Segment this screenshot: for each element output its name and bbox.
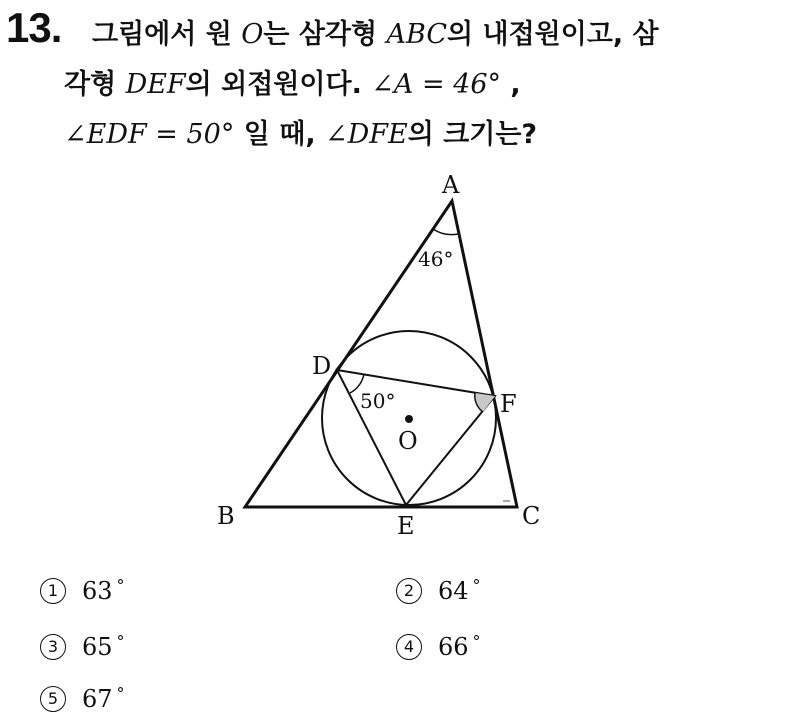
math-triangle-def: DEF <box>125 69 186 100</box>
choice-2[interactable] <box>396 576 481 605</box>
choice-marker: 3 <box>40 634 66 660</box>
label-f: F <box>500 390 517 418</box>
choice-value: 67 <box>82 685 113 713</box>
label-a: A <box>442 171 460 199</box>
math-angle-a: ∠A = 46° <box>371 69 502 100</box>
text: 의 외접원이다. <box>185 69 372 100</box>
choice-marker: 1 <box>40 578 66 604</box>
label-o: O <box>398 427 418 455</box>
choice-4[interactable] <box>396 632 481 661</box>
center-point-o <box>405 415 413 423</box>
degree-symbol: ° <box>116 684 125 703</box>
choice-5[interactable] <box>40 684 125 713</box>
label-e: E <box>397 512 415 540</box>
degree-symbol: ° <box>472 632 481 651</box>
choice-value: 65 <box>82 633 113 661</box>
degree-symbol: ° <box>472 576 481 595</box>
math-angle-edf: ∠EDF = 50° <box>64 119 235 150</box>
angle-f-shade <box>475 393 495 412</box>
label-d: D <box>312 352 332 380</box>
math-triangle-abc: ABC <box>386 19 447 50</box>
angle-a-label: 46° <box>418 247 454 271</box>
label-c: C <box>522 502 541 530</box>
math-angle-dfe: ∠DFE <box>324 119 408 150</box>
question-number: 13. <box>6 4 62 51</box>
degree-symbol: ° <box>116 632 125 651</box>
text: 각형 <box>64 69 126 100</box>
text: 그림에서 원 <box>92 19 242 50</box>
choice-1[interactable] <box>40 576 125 605</box>
triangle-abc <box>245 201 517 507</box>
math-circle-o: O <box>241 19 264 50</box>
text: 의 내접원이고, 삼 <box>447 19 659 50</box>
choice-marker: 4 <box>396 634 422 660</box>
text: 의 크기는? <box>407 119 538 150</box>
angle-a-arc <box>433 229 458 235</box>
choice-value: 66 <box>438 633 469 661</box>
choice-marker: 2 <box>396 578 422 604</box>
text: , <box>501 69 521 100</box>
choice-marker: 5 <box>40 686 66 712</box>
choice-value: 64 <box>438 577 469 605</box>
label-b: B <box>217 502 235 530</box>
text: 일 때, <box>234 119 325 150</box>
angle-d-label: 50° <box>360 389 396 413</box>
text: 는 삼각형 <box>263 19 387 50</box>
choice-3[interactable] <box>40 632 125 661</box>
choice-value: 63 <box>82 577 113 605</box>
degree-symbol: ° <box>116 576 125 595</box>
